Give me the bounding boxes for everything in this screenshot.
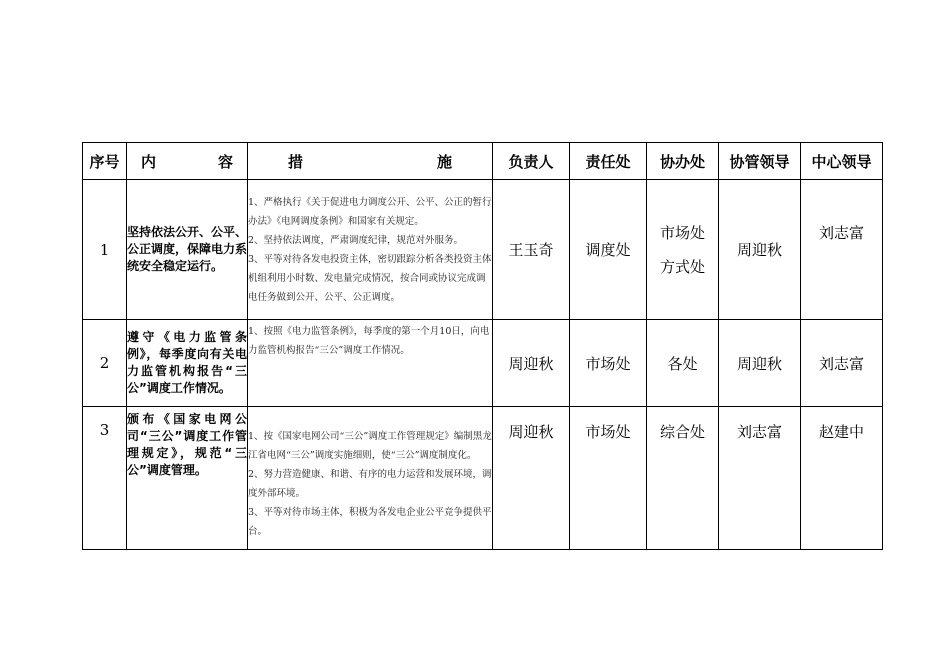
- row-assisting-dept: [647, 180, 719, 320]
- row-supervising-leader: 周迎秋: [719, 180, 801, 320]
- header-responsible-dept: 责任处: [570, 143, 647, 180]
- measure-item: 2、坚持依法调度，严肃调度纪律，规范对外服务。: [248, 234, 464, 246]
- row-assisting-dept: 综合处: [647, 407, 719, 550]
- table-row: [83, 320, 883, 407]
- row-measures: [248, 320, 493, 407]
- row-seq: 2: [83, 320, 127, 407]
- row-assisting-dept: 各处: [647, 320, 719, 407]
- row-measures: [248, 180, 493, 320]
- work-plan-table: [82, 142, 883, 550]
- header-row: [83, 143, 883, 180]
- header-center-leader: 中心领导: [801, 143, 883, 180]
- row-content: 颁布《国家电网公司“三公”调度工作管理规定》，规范“三公”调度管理。: [127, 407, 248, 550]
- row-seq: 3: [83, 407, 127, 550]
- row-owner: 周迎秋: [493, 320, 570, 407]
- row-center-leader: 刘志富: [801, 320, 883, 407]
- row-supervising-leader: 刘志富: [719, 407, 801, 550]
- row-seq: 1: [83, 180, 127, 320]
- row-content: 坚持依法公开、公平、公正调度，保障电力系统安全稳定运行。: [127, 180, 248, 320]
- measure-item: 2、努力营造健康、和谐、有序的电力运营和发展环境，调度外部环境。: [248, 469, 492, 499]
- table-row: [83, 180, 883, 320]
- row-owner: 周迎秋: [493, 407, 570, 550]
- assisting-dept-item: 方式处: [659, 257, 705, 276]
- header-assisting-dept: 协办处: [647, 143, 719, 180]
- header-content-char-1: 内: [141, 152, 157, 171]
- header-owner: 负责人: [493, 143, 570, 180]
- header-supervising-leader: 协管领导: [719, 143, 801, 180]
- header-seq: 序号: [83, 143, 127, 180]
- table-row: [83, 407, 883, 550]
- measure-item: 1、严格执行《关于促进电力调度公开、公平、公正的暂行办法》《电网调度条例》和国家有关规定。: [248, 196, 492, 227]
- row-responsible-dept: 市场处: [570, 407, 647, 550]
- row-responsible-dept: 调度处: [570, 180, 647, 320]
- header-content: [127, 143, 248, 180]
- row-content: 遵守《电力监管条例》，每季度向有关电力监管机构报告“三公”调度工作情况。: [127, 320, 248, 407]
- measure-item: 3、平等对待市场主体，积极为各发电企业公平竞争提供平台。: [248, 507, 492, 537]
- measure-item: 1、按照《电力监管条例》，每季度的第一个月10日，向电力监管机构报告“三公”调度工作情况。: [248, 326, 490, 356]
- header-measures: [248, 143, 493, 180]
- row-responsible-dept: 市场处: [570, 320, 647, 407]
- measure-item: 3、平等对待各发电投资主体，密切跟踪分析各类投资主体机组利用小时数、发电量完成情况，按合同或协议完成调电任务做到公开、公平、公正调度。: [248, 253, 492, 303]
- row-supervising-leader: 周迎秋: [719, 320, 801, 407]
- row-owner: 王玉奇: [493, 180, 570, 320]
- header-measures-char-2: 施: [436, 152, 452, 171]
- measure-item: 1、按《国家电网公司“三公”调度工作管理规定》编制黑龙江省电网“三公”调度实施细则，使“三公”调度制度化。: [248, 431, 492, 461]
- header-measures-char-1: 措: [288, 152, 304, 171]
- header-content-char-2: 容: [217, 152, 233, 171]
- assisting-dept-item: 市场处: [659, 223, 705, 242]
- row-center-leader: 赵建中: [801, 407, 883, 550]
- row-center-leader: 刘志富: [801, 180, 883, 320]
- row-measures: [248, 407, 493, 550]
